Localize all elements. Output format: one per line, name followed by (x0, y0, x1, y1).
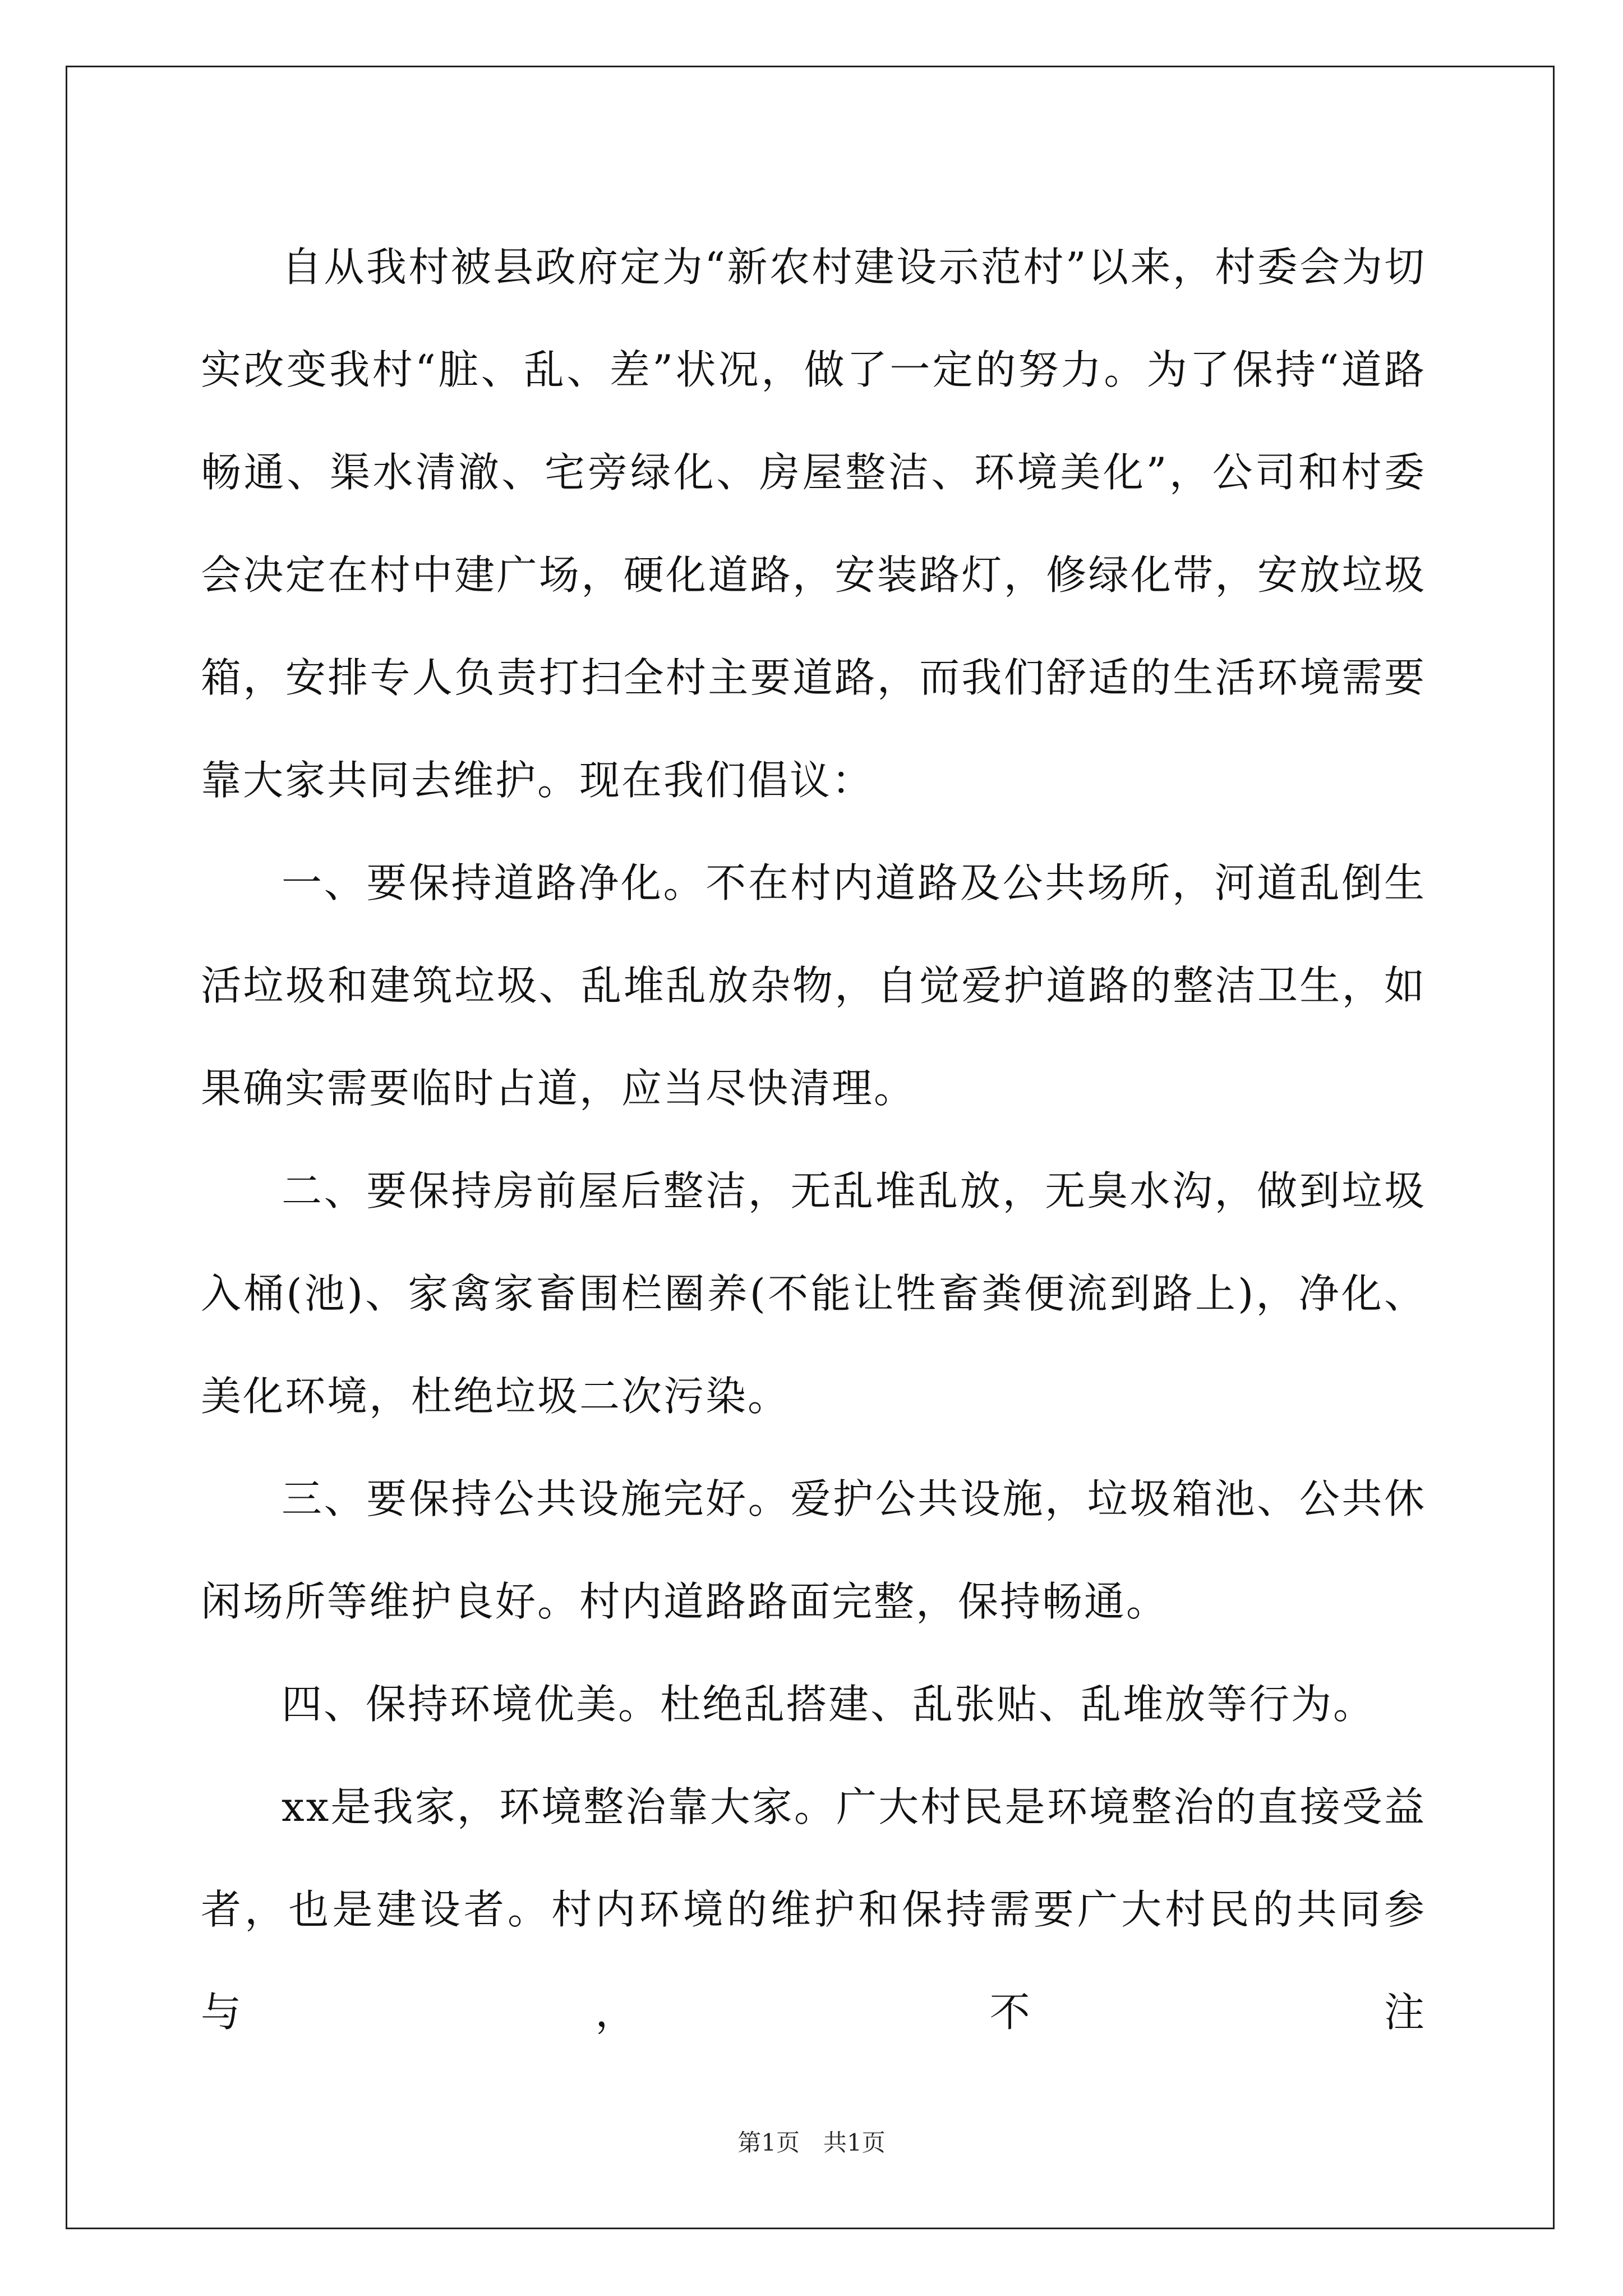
paragraph-item-2: 二、要保持房前屋后整洁，无乱堆乱放，无臭水沟，做到垃圾入桶(池)、家禽家畜围栏圈养(不能让牲畜粪便流到路上)，净化、美化环境，杜绝垃圾二次污染。 (201, 1167, 1426, 1420)
paragraph-closing: xx是我家，环境整治靠大家。广大村民是环境整治的直接受益者，也是建设者。村内环境的维护和保持需要广大村民的共同参与，不注 (201, 1783, 1426, 2036)
paragraph-item-4: 四、保持环境优美。杜绝乱搭建、乱张贴、乱堆放等行为。 (282, 1681, 1376, 1728)
paragraph-intro: 自从我村被县政府定为“新农村建设示范村”以来，村委会为切实改变我村“脏、乱、差”状况，做了一定的努力。为了保持“道路畅通、渠水清澈、宅旁绿化、房屋整洁、环境美化”，公司和村委会决定在村中建广场，硬化道路，安装路灯，修绿化带，安放垃圾箱，安排专人负责打扫全村主要道路，而我们舒适的生活环境需要靠大家共同去维护。现在我们倡议： (201, 243, 1426, 804)
document-body (201, 216, 1426, 2064)
paragraph-item-3: 三、要保持公共设施完好。爱护公共设施，垃圾箱池、公共休闲场所等维护良好。村内道路路面完整，保持畅通。 (201, 1475, 1426, 1625)
paragraph-item-1: 一、要保持道路净化。不在村内道路及公共场所，河道乱倒生活垃圾和建筑垃圾、乱堆乱放杂物，自觉爱护道路的整洁卫生，如果确实需要临时占道，应当尽快清理。 (201, 859, 1426, 1112)
page-number-footer: 第1页 共1页 (737, 2129, 886, 2156)
